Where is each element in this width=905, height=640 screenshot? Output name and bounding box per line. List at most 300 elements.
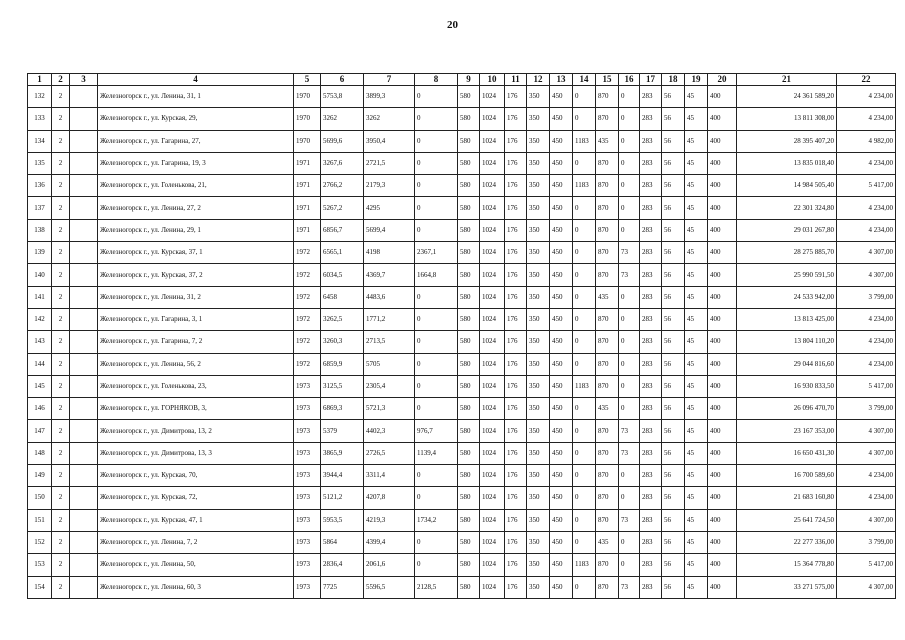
table-cell: 1971 [294, 175, 321, 197]
table-cell: 1771,2 [364, 308, 415, 330]
address-cell: Железногорск г., ул. Димитрова, 13, 2 [98, 420, 294, 442]
table-cell: 0 [573, 331, 596, 353]
page-number: 20 [447, 19, 458, 31]
table-cell: 1973 [294, 531, 321, 553]
address-cell: Железногорск г., ул. Гагарина, 27, [98, 130, 294, 152]
table-cell: 2 [52, 554, 70, 576]
table-cell: 2 [52, 420, 70, 442]
table-cell: 0 [573, 219, 596, 241]
table-cell: 450 [550, 108, 573, 130]
table-cell: 2 [52, 242, 70, 264]
table-cell: 3262 [364, 108, 415, 130]
table-cell: 1024 [480, 86, 505, 108]
table-cell: 1024 [480, 108, 505, 130]
table-cell: 580 [458, 554, 480, 576]
column-header: 13 [550, 74, 573, 86]
table-cell: 350 [527, 398, 550, 420]
table-cell: 580 [458, 375, 480, 397]
table-cell: 176 [505, 331, 527, 353]
column-header: 2 [52, 74, 70, 86]
table-cell: 870 [596, 264, 619, 286]
table-cell: 0 [415, 175, 458, 197]
table-cell: 45 [685, 420, 708, 442]
table-row [28, 420, 896, 442]
table-cell: 5 417,00 [837, 554, 896, 576]
table-cell: 580 [458, 197, 480, 219]
table-cell: 1970 [294, 130, 321, 152]
table-cell: 2 [52, 576, 70, 598]
table-cell: 13 835 018,40 [737, 152, 837, 174]
table-cell: 1024 [480, 175, 505, 197]
column-header: 4 [98, 74, 294, 86]
column-header: 22 [837, 74, 896, 86]
table-cell: 176 [505, 531, 527, 553]
table-cell: 350 [527, 242, 550, 264]
table-cell: 176 [505, 197, 527, 219]
table-cell: 142 [28, 308, 52, 330]
table-cell [70, 197, 98, 219]
table-cell: 176 [505, 442, 527, 464]
table-cell: 21 683 160,80 [737, 487, 837, 509]
table-cell: 45 [685, 286, 708, 308]
table-cell: 4 307,00 [837, 442, 896, 464]
table-cell: 1024 [480, 487, 505, 509]
table-cell: 2726,5 [364, 442, 415, 464]
table-cell: 5721,3 [364, 398, 415, 420]
table-cell: 0 [619, 331, 640, 353]
table-cell: 870 [596, 86, 619, 108]
table-cell: 143 [28, 331, 52, 353]
table-cell: 283 [640, 531, 662, 553]
table-cell [70, 576, 98, 598]
table-cell: 4 234,00 [837, 331, 896, 353]
table-row [28, 130, 896, 152]
table-cell: 176 [505, 554, 527, 576]
header-row [28, 74, 896, 86]
table-cell: 0 [619, 353, 640, 375]
table-cell: 16 650 431,30 [737, 442, 837, 464]
address-cell: Железногорск г., ул. Курская, 70, [98, 465, 294, 487]
table-cell: 870 [596, 465, 619, 487]
table-cell: 56 [662, 130, 685, 152]
table-cell: 25 990 591,50 [737, 264, 837, 286]
table-cell: 400 [708, 531, 737, 553]
table-cell: 435 [596, 398, 619, 420]
table-cell: 450 [550, 152, 573, 174]
table-cell: 450 [550, 219, 573, 241]
table-cell: 4 234,00 [837, 152, 896, 174]
table-cell: 137 [28, 197, 52, 219]
table-cell: 400 [708, 331, 737, 353]
table-cell: 1734,2 [415, 509, 458, 531]
table-cell: 1183 [573, 375, 596, 397]
table-cell: 56 [662, 152, 685, 174]
table-cell: 3944,4 [321, 465, 364, 487]
table-cell: 6034,5 [321, 264, 364, 286]
table-cell: 1973 [294, 554, 321, 576]
table-cell [70, 509, 98, 531]
table-cell: 0 [573, 108, 596, 130]
table-cell: 580 [458, 286, 480, 308]
table-cell: 15 364 778,80 [737, 554, 837, 576]
table-cell: 1973 [294, 442, 321, 464]
table-cell: 580 [458, 308, 480, 330]
table-cell: 450 [550, 398, 573, 420]
table-cell [70, 130, 98, 152]
table-cell: 1183 [573, 130, 596, 152]
table-cell: 176 [505, 308, 527, 330]
table-cell [70, 420, 98, 442]
table-cell: 435 [596, 531, 619, 553]
table-cell: 1970 [294, 86, 321, 108]
table-cell: 0 [573, 442, 596, 464]
table-cell: 870 [596, 331, 619, 353]
table-cell: 580 [458, 108, 480, 130]
column-header: 11 [505, 74, 527, 86]
table-cell: 283 [640, 554, 662, 576]
table-cell: 350 [527, 375, 550, 397]
table-cell: 13 804 110,20 [737, 331, 837, 353]
table-cell: 400 [708, 130, 737, 152]
table-cell: 400 [708, 465, 737, 487]
table-cell: 26 096 470,70 [737, 398, 837, 420]
table-cell: 580 [458, 398, 480, 420]
table-cell: 45 [685, 487, 708, 509]
table-cell: 580 [458, 331, 480, 353]
table-cell: 6869,3 [321, 398, 364, 420]
table-cell: 56 [662, 219, 685, 241]
table-cell: 136 [28, 175, 52, 197]
table-cell: 580 [458, 86, 480, 108]
table-cell: 5953,5 [321, 509, 364, 531]
table-cell: 1973 [294, 420, 321, 442]
table-cell: 73 [619, 509, 640, 531]
table-cell: 0 [573, 487, 596, 509]
table-cell: 1973 [294, 375, 321, 397]
table-cell: 45 [685, 353, 708, 375]
table-cell: 45 [685, 465, 708, 487]
table-row [28, 308, 896, 330]
table-cell: 0 [619, 308, 640, 330]
table-cell: 3262,5 [321, 308, 364, 330]
table-cell: 139 [28, 242, 52, 264]
table-cell: 2836,4 [321, 554, 364, 576]
table-cell: 0 [619, 398, 640, 420]
table-cell: 1973 [294, 398, 321, 420]
table-cell: 1024 [480, 576, 505, 598]
table-cell: 56 [662, 86, 685, 108]
table-cell: 1024 [480, 398, 505, 420]
table-cell: 4 307,00 [837, 576, 896, 598]
address-cell: Железногорск г., ул. Ленина, 27, 2 [98, 197, 294, 219]
table-row [28, 554, 896, 576]
table-cell: 350 [527, 442, 550, 464]
table-row [28, 531, 896, 553]
table-cell: 16 930 833,50 [737, 375, 837, 397]
table-cell: 176 [505, 487, 527, 509]
table-cell: 2128,5 [415, 576, 458, 598]
table-cell: 400 [708, 554, 737, 576]
table-cell: 283 [640, 308, 662, 330]
table-cell: 870 [596, 353, 619, 375]
table-cell: 0 [415, 152, 458, 174]
table-cell: 4 234,00 [837, 353, 896, 375]
table-row [28, 576, 896, 598]
table-cell: 0 [619, 531, 640, 553]
table-cell: 450 [550, 264, 573, 286]
table-cell: 150 [28, 487, 52, 509]
table-cell: 56 [662, 308, 685, 330]
table-cell: 3 799,00 [837, 398, 896, 420]
table-cell: 45 [685, 86, 708, 108]
table-cell: 4 307,00 [837, 242, 896, 264]
table-cell: 5596,5 [364, 576, 415, 598]
table-cell: 283 [640, 353, 662, 375]
table-cell: 45 [685, 175, 708, 197]
table-cell: 580 [458, 420, 480, 442]
table-cell [70, 375, 98, 397]
table-cell: 4 234,00 [837, 108, 896, 130]
table-cell: 33 271 575,00 [737, 576, 837, 598]
table-cell: 450 [550, 130, 573, 152]
address-cell: Железногорск г., ул. Голенькова, 23, [98, 375, 294, 397]
table-cell: 2766,2 [321, 175, 364, 197]
table-cell [70, 554, 98, 576]
table-cell: 56 [662, 286, 685, 308]
table-cell: 350 [527, 308, 550, 330]
table-cell: 24 533 942,00 [737, 286, 837, 308]
table-cell: 0 [573, 353, 596, 375]
table-row [28, 108, 896, 130]
table-cell: 152 [28, 531, 52, 553]
column-header: 10 [480, 74, 505, 86]
table-cell: 2 [52, 308, 70, 330]
table-cell: 4 234,00 [837, 465, 896, 487]
table-cell: 350 [527, 286, 550, 308]
table-cell [70, 152, 98, 174]
table-cell: 5267,2 [321, 197, 364, 219]
table-cell: 56 [662, 331, 685, 353]
table-cell: 283 [640, 465, 662, 487]
table-cell: 580 [458, 175, 480, 197]
table-cell: 0 [573, 576, 596, 598]
table-cell [70, 465, 98, 487]
table-cell: 283 [640, 375, 662, 397]
table-cell: 0 [415, 86, 458, 108]
table-cell: 580 [458, 442, 480, 464]
table-cell: 1183 [573, 175, 596, 197]
table-cell: 283 [640, 264, 662, 286]
table-cell: 1972 [294, 286, 321, 308]
table-cell: 3260,3 [321, 331, 364, 353]
table-cell: 1024 [480, 242, 505, 264]
table-cell: 56 [662, 576, 685, 598]
table-cell: 2 [52, 398, 70, 420]
table-cell: 2 [52, 487, 70, 509]
table-cell: 45 [685, 242, 708, 264]
table-cell: 870 [596, 242, 619, 264]
address-cell: Железногорск г., ул. Гагарина, 19, 3 [98, 152, 294, 174]
table-cell: 400 [708, 442, 737, 464]
table-cell: 0 [619, 197, 640, 219]
table-cell: 4 307,00 [837, 264, 896, 286]
table-cell: 2713,5 [364, 331, 415, 353]
table-row [28, 487, 896, 509]
table-cell: 0 [573, 420, 596, 442]
table-cell: 176 [505, 353, 527, 375]
table-cell [70, 331, 98, 353]
table-cell: 0 [415, 286, 458, 308]
table-cell: 56 [662, 465, 685, 487]
column-header: 17 [640, 74, 662, 86]
table-cell: 0 [415, 197, 458, 219]
table-cell: 350 [527, 531, 550, 553]
table-cell: 3950,4 [364, 130, 415, 152]
table-cell: 870 [596, 219, 619, 241]
column-header: 18 [662, 74, 685, 86]
table-cell: 5121,2 [321, 487, 364, 509]
table-cell: 4219,3 [364, 509, 415, 531]
column-header: 16 [619, 74, 640, 86]
table-cell: 145 [28, 375, 52, 397]
table-cell: 870 [596, 487, 619, 509]
table-cell: 283 [640, 152, 662, 174]
table-cell: 580 [458, 509, 480, 531]
table-cell: 2 [52, 353, 70, 375]
table-cell: 435 [596, 286, 619, 308]
table-cell: 45 [685, 219, 708, 241]
table-row [28, 264, 896, 286]
table-cell: 2 [52, 286, 70, 308]
table-cell: 56 [662, 531, 685, 553]
table-cell: 580 [458, 465, 480, 487]
table-cell: 870 [596, 576, 619, 598]
table-cell: 450 [550, 554, 573, 576]
address-cell: Железногорск г., ул. Курская, 72, [98, 487, 294, 509]
table-cell: 4 234,00 [837, 219, 896, 241]
table-cell: 176 [505, 264, 527, 286]
table-cell: 1971 [294, 152, 321, 174]
table-cell: 3 799,00 [837, 286, 896, 308]
address-cell: Железногорск г., ул. Голенькова, 21, [98, 175, 294, 197]
table-cell: 5753,8 [321, 86, 364, 108]
table-cell: 870 [596, 375, 619, 397]
housing-registry-table [27, 73, 896, 599]
table-cell: 0 [573, 197, 596, 219]
table-row [28, 442, 896, 464]
table-cell: 0 [415, 108, 458, 130]
table-cell: 1024 [480, 219, 505, 241]
table-cell: 450 [550, 242, 573, 264]
table-cell: 45 [685, 398, 708, 420]
table-cell: 45 [685, 554, 708, 576]
table-cell: 176 [505, 130, 527, 152]
table-cell: 0 [619, 375, 640, 397]
column-header: 5 [294, 74, 321, 86]
table-row [28, 353, 896, 375]
table-cell: 400 [708, 353, 737, 375]
table-cell: 4402,3 [364, 420, 415, 442]
table-cell: 176 [505, 175, 527, 197]
table-cell: 146 [28, 398, 52, 420]
table-cell: 400 [708, 242, 737, 264]
table-cell: 45 [685, 576, 708, 598]
table-cell: 283 [640, 442, 662, 464]
table-cell: 580 [458, 487, 480, 509]
table-cell: 0 [573, 308, 596, 330]
table-cell: 25 641 724,50 [737, 509, 837, 531]
table-cell: 350 [527, 175, 550, 197]
table-cell: 1024 [480, 353, 505, 375]
address-cell: Железногорск г., ул. Ленина, 50, [98, 554, 294, 576]
table-cell: 400 [708, 108, 737, 130]
table-cell: 73 [619, 420, 640, 442]
table-cell: 2367,1 [415, 242, 458, 264]
table-cell: 2 [52, 331, 70, 353]
table-row [28, 219, 896, 241]
table-cell: 13 813 425,00 [737, 308, 837, 330]
table-cell: 5379 [321, 420, 364, 442]
table-cell: 350 [527, 554, 550, 576]
table-cell: 1664,8 [415, 264, 458, 286]
table-cell: 1024 [480, 465, 505, 487]
table-cell [70, 398, 98, 420]
table-cell: 400 [708, 152, 737, 174]
table-cell: 580 [458, 152, 480, 174]
table-cell [70, 442, 98, 464]
table-cell: 5 417,00 [837, 175, 896, 197]
table-cell [70, 219, 98, 241]
table-cell: 2 [52, 130, 70, 152]
table-cell: 45 [685, 108, 708, 130]
table-cell: 0 [415, 375, 458, 397]
table-row [28, 375, 896, 397]
table-cell: 4207,8 [364, 487, 415, 509]
table-cell: 1024 [480, 197, 505, 219]
table-cell: 350 [527, 353, 550, 375]
table-cell: 0 [573, 152, 596, 174]
table-cell: 400 [708, 308, 737, 330]
table-cell: 56 [662, 108, 685, 130]
table-row [28, 197, 896, 219]
table-cell: 176 [505, 219, 527, 241]
table-cell: 400 [708, 264, 737, 286]
table-cell: 1024 [480, 264, 505, 286]
table-cell: 350 [527, 420, 550, 442]
table-cell: 350 [527, 197, 550, 219]
table-cell: 450 [550, 442, 573, 464]
table-cell: 0 [619, 219, 640, 241]
table-cell: 176 [505, 286, 527, 308]
table-cell: 0 [415, 331, 458, 353]
column-header: 3 [70, 74, 98, 86]
table-cell: 283 [640, 197, 662, 219]
table-cell: 2 [52, 175, 70, 197]
table-cell: 5699,4 [364, 219, 415, 241]
table-cell: 5705 [364, 353, 415, 375]
table-cell: 1024 [480, 554, 505, 576]
table-cell [70, 286, 98, 308]
table-cell: 1973 [294, 465, 321, 487]
table-cell: 400 [708, 175, 737, 197]
table-cell: 176 [505, 152, 527, 174]
table-cell: 350 [527, 152, 550, 174]
table-row [28, 465, 896, 487]
table-cell: 4 234,00 [837, 86, 896, 108]
table-cell: 400 [708, 219, 737, 241]
table-cell: 2 [52, 108, 70, 130]
table-cell: 132 [28, 86, 52, 108]
